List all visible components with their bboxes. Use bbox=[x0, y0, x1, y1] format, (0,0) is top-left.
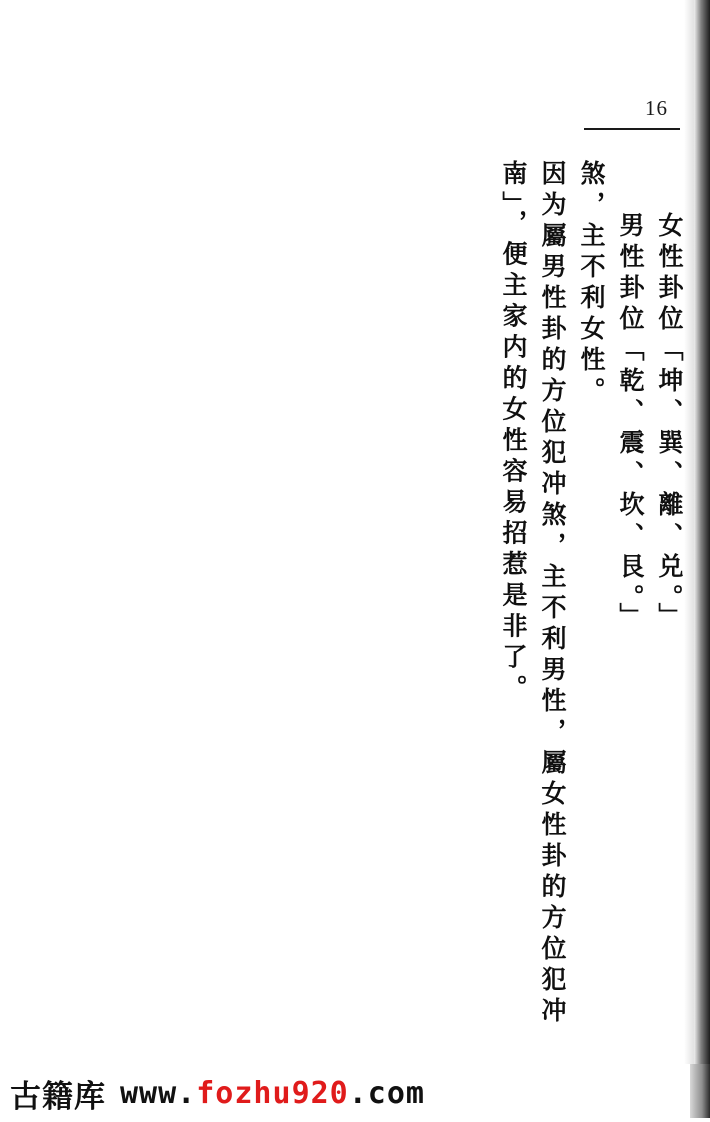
text-column: 因为屬男性卦的方位犯冲煞，主不利男性，屬女性卦的方位犯冲 bbox=[538, 160, 567, 1028]
page-header-rule bbox=[584, 128, 680, 130]
watermark-url-number: 920 bbox=[291, 1075, 349, 1111]
page-number: 16 bbox=[645, 96, 668, 120]
watermark-url-www: www. bbox=[120, 1075, 197, 1111]
scan-edge-right bbox=[694, 0, 710, 1080]
vertical-text-body bbox=[487, 160, 682, 1040]
watermark-url-domain: fozhu bbox=[196, 1075, 292, 1111]
watermark-site-name: 古籍库 bbox=[10, 1078, 106, 1115]
watermark-bar bbox=[0, 1064, 710, 1122]
text-column: 女性卦位「坤、巽、離、兑。」 bbox=[655, 212, 684, 634]
page-bottom-strip bbox=[0, 1118, 710, 1122]
text-column: 南」，便主家内的女性容易招惹是非了。 bbox=[499, 160, 528, 706]
watermark-url bbox=[120, 1076, 425, 1111]
scan-edge-inner bbox=[684, 0, 694, 1080]
text-column: 煞，主不利女性。 bbox=[577, 160, 606, 408]
watermark-edge bbox=[690, 1064, 710, 1122]
text-column: 男性卦位「乾、震、坎、艮。」 bbox=[616, 212, 645, 634]
watermark-url-tld: .com bbox=[348, 1075, 425, 1111]
